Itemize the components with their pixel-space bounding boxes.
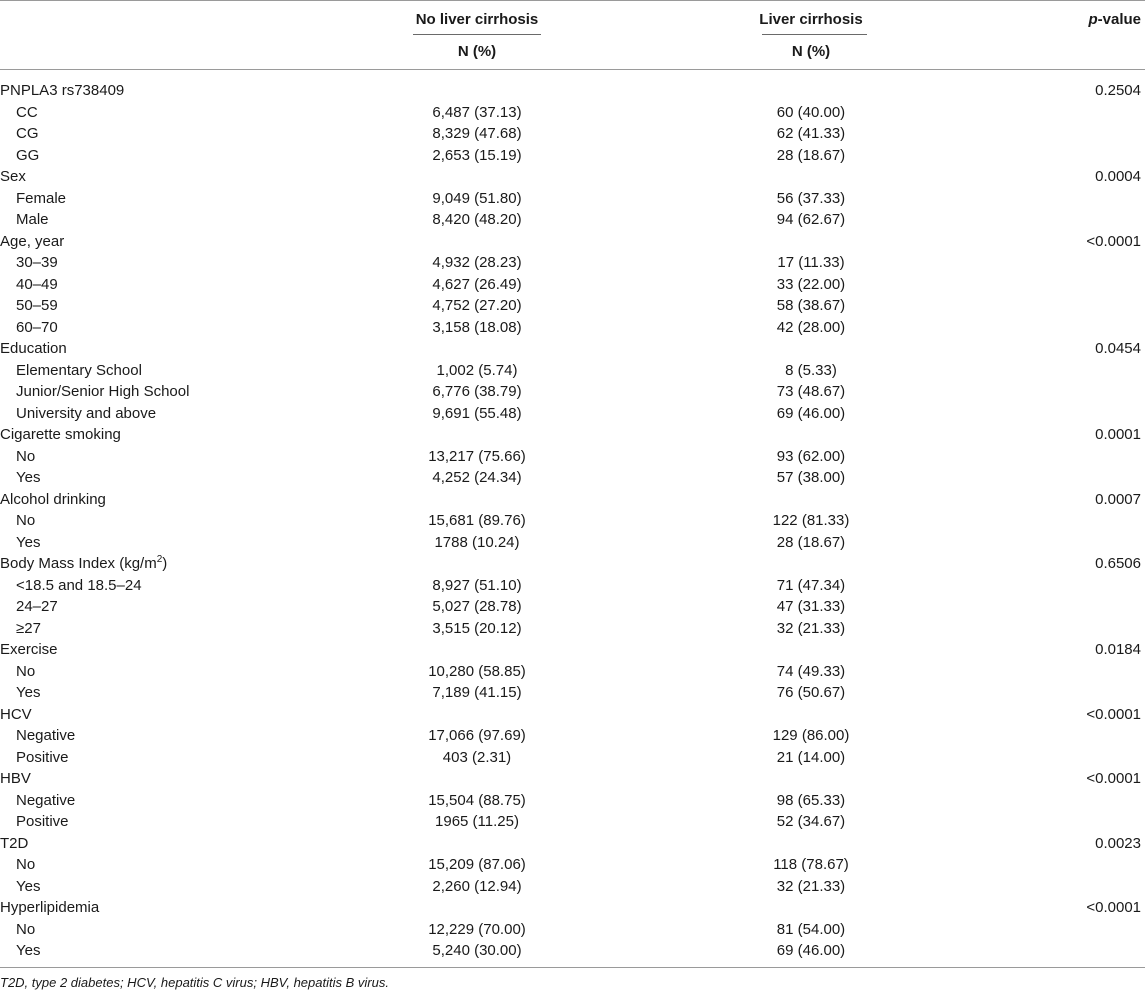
label-text: CC (16, 103, 38, 121)
category-label (16, 123, 39, 145)
label-text: No (16, 856, 36, 873)
table-row (0, 209, 1145, 231)
category-label (16, 209, 49, 231)
variable-row (0, 489, 1145, 511)
variable-row (0, 639, 1145, 661)
cell-cirrhosis: 52 (34.67) (776, 813, 846, 830)
table-row (0, 618, 1145, 640)
label-text: Positive (16, 748, 69, 766)
label-text: Junior/Senior High School (16, 383, 190, 400)
label-text: HBV (0, 770, 31, 787)
variable-label (0, 424, 121, 446)
header-no-liver-cirrhosis: No liver cirrhosis (415, 11, 539, 28)
cell-cirrhosis: 98 (65.33) (776, 791, 846, 809)
category-label (16, 940, 40, 962)
label-text: Yes (16, 942, 41, 959)
category-label (16, 274, 58, 296)
label-text: Female (16, 189, 67, 207)
cell-no-cirrhosis: 1788 (10.24) (434, 533, 520, 551)
cell-no-cirrhosis: 15,504 (88.75) (428, 791, 526, 809)
label-text: University and above (16, 404, 157, 422)
table-row (0, 682, 1145, 704)
table-row (0, 360, 1145, 382)
header-n-pct-cirrhosis: N (%) (791, 43, 831, 60)
variable-row (0, 424, 1145, 446)
cell-no-cirrhosis: 10,280 (58.85) (428, 662, 526, 680)
cell-cirrhosis: 94 (62.67) (776, 211, 846, 228)
cell-no-cirrhosis: 1965 (11.25) (435, 813, 519, 830)
table-row (0, 317, 1145, 339)
label-text: Hyperlipidemia (0, 899, 100, 916)
variable-label (0, 338, 67, 360)
cell-cirrhosis: 69 (46.00) (776, 942, 846, 959)
cell-no-cirrhosis: 2,260 (12.94) (432, 877, 522, 895)
label-text: 50–59 (16, 297, 58, 314)
table-row (0, 295, 1145, 317)
category-label (16, 747, 69, 769)
cell-no-cirrhosis: 9,049 (51.80) (432, 189, 522, 207)
label-text: Sex (0, 168, 26, 185)
table-row (0, 403, 1145, 425)
label-text: CG (16, 125, 39, 142)
label-text: No (16, 447, 36, 465)
variable-label (0, 231, 64, 253)
cell-cirrhosis: 56 (37.33) (776, 189, 846, 207)
category-label (16, 725, 75, 747)
label-text: No (16, 512, 36, 529)
table-row (0, 876, 1145, 898)
cell-no-cirrhosis: 4,252 (24.34) (432, 469, 522, 486)
variable-label (0, 768, 31, 790)
variable-label (0, 489, 106, 511)
table-row (0, 854, 1145, 876)
category-label (16, 467, 40, 489)
table-row (0, 102, 1145, 124)
label-text: Elementary School (16, 361, 142, 379)
label-text: ≥27 (16, 619, 41, 637)
cell-cirrhosis: 118 (78.67) (773, 856, 849, 873)
category-label (16, 381, 189, 403)
cell-cirrhosis: 71 (47.34) (776, 576, 846, 594)
table-footnote: T2D, type 2 diabetes; HCV, hepatitis C virus; HBV, hepatitis B virus. (0, 975, 389, 990)
table-row (0, 747, 1145, 769)
category-label (16, 188, 66, 210)
label-text: <18.5 and 18.5–24 (16, 576, 142, 594)
category-label (16, 919, 35, 941)
cell-p-value: <0.0001 (1086, 770, 1141, 787)
category-label (16, 575, 142, 597)
label-text: Yes (16, 684, 41, 701)
label-superscript: 2 (156, 554, 163, 565)
cell-no-cirrhosis: 9,691 (55.48) (432, 404, 522, 422)
header-liver-cirrhosis: Liver cirrhosis (759, 11, 863, 28)
table-row (0, 446, 1145, 468)
variable-row (0, 897, 1145, 919)
cell-cirrhosis: 47 (31.33) (776, 598, 846, 615)
table-row (0, 381, 1145, 403)
table-row (0, 532, 1145, 554)
cell-no-cirrhosis: 8,329 (47.68) (432, 125, 522, 142)
category-label (16, 876, 40, 898)
variable-row (0, 80, 1145, 102)
cell-no-cirrhosis: 4,932 (28.23) (432, 254, 522, 271)
label-text: 30–39 (16, 254, 58, 271)
label-text: Education (0, 340, 67, 357)
cell-no-cirrhosis: 3,515 (20.12) (432, 619, 522, 637)
label-text: T2D (0, 834, 29, 852)
table-row (0, 940, 1145, 962)
cell-cirrhosis: 81 (54.00) (776, 920, 846, 938)
cell-cirrhosis: 28 (18.67) (776, 146, 846, 164)
table-row (0, 575, 1145, 597)
category-label (16, 403, 156, 425)
header-p-value (1088, 11, 1141, 29)
category-label (16, 295, 58, 317)
table-row (0, 725, 1145, 747)
label-text: PNPLA3 rs738409 (0, 82, 125, 99)
cell-no-cirrhosis: 8,927 (51.10) (432, 576, 522, 594)
label-text: 60–70 (16, 318, 58, 336)
variable-label (0, 166, 26, 188)
label-text: Body Mass Index (kg/m (0, 555, 157, 572)
cell-p-value: <0.0001 (1086, 705, 1141, 723)
header-underline-no-cirrhosis (413, 34, 541, 35)
category-label (16, 446, 35, 468)
category-label (16, 854, 35, 876)
cell-no-cirrhosis: 12,229 (70.00) (428, 920, 526, 938)
cell-p-value: 0.2504 (1095, 82, 1141, 99)
table-row (0, 596, 1145, 618)
cell-no-cirrhosis: 17,066 (97.69) (428, 727, 526, 744)
cell-no-cirrhosis: 4,627 (26.49) (432, 275, 522, 293)
label-text: Age, year (0, 232, 65, 250)
variable-row (0, 231, 1145, 253)
cell-p-value: 0.0184 (1095, 641, 1141, 658)
cell-no-cirrhosis: 6,487 (37.13) (432, 103, 522, 121)
label-text: GG (16, 146, 40, 164)
cell-cirrhosis: 21 (14.00) (776, 748, 846, 766)
table-row (0, 790, 1145, 812)
variable-label (0, 833, 28, 855)
label-text-end: ) (162, 555, 168, 572)
cell-no-cirrhosis: 4,752 (27.20) (432, 297, 522, 314)
variable-row (0, 338, 1145, 360)
label-text: Negative (16, 727, 76, 744)
cell-cirrhosis: 129 (86.00) (772, 727, 850, 744)
category-label (16, 102, 38, 124)
variable-label (0, 639, 58, 661)
cell-cirrhosis: 58 (38.67) (776, 297, 846, 314)
cell-cirrhosis: 57 (38.00) (776, 469, 846, 486)
cell-cirrhosis: 33 (22.00) (776, 275, 846, 293)
category-label (16, 532, 40, 554)
label-text: 24–27 (16, 598, 58, 615)
table-row (0, 510, 1145, 532)
category-label (16, 811, 69, 833)
category-label (16, 682, 40, 704)
label-text: HCV (0, 705, 32, 723)
cell-cirrhosis: 76 (50.67) (776, 684, 846, 701)
label-text: Exercise (0, 641, 58, 658)
label-text: No (16, 920, 36, 938)
label-text: Male (16, 211, 49, 228)
label-text: Yes (16, 533, 41, 551)
cell-no-cirrhosis: 13,217 (75.66) (428, 447, 526, 465)
table-row (0, 188, 1145, 210)
label-text: Cigarette smoking (0, 426, 121, 443)
cell-cirrhosis: 62 (41.33) (776, 125, 846, 142)
cell-no-cirrhosis: 403 (2.31) (442, 748, 512, 766)
cell-cirrhosis: 60 (40.00) (776, 103, 846, 121)
cell-no-cirrhosis: 2,653 (15.19) (432, 146, 522, 164)
cell-cirrhosis: 42 (28.00) (776, 318, 846, 336)
category-label (16, 252, 58, 274)
table-row (0, 811, 1145, 833)
table-row (0, 467, 1145, 489)
table-top-rule (0, 0, 1145, 1)
cell-p-value: 0.0001 (1095, 426, 1141, 443)
category-label (16, 510, 35, 532)
cell-no-cirrhosis: 7,189 (41.15) (432, 684, 522, 701)
cell-p-value: 0.6506 (1095, 555, 1141, 572)
category-label (16, 618, 41, 640)
cell-no-cirrhosis: 15,209 (87.06) (428, 856, 526, 873)
variable-row (0, 704, 1145, 726)
cell-cirrhosis: 8 (5.33) (785, 361, 837, 379)
cell-no-cirrhosis: 3,158 (18.08) (432, 318, 522, 336)
cell-p-value: <0.0001 (1086, 232, 1141, 250)
table-row (0, 252, 1145, 274)
table-bottom-rule (0, 967, 1145, 968)
category-label (16, 596, 58, 618)
label-text: Alcohol drinking (0, 490, 106, 508)
cell-p-value: <0.0001 (1086, 899, 1141, 916)
label-text: Yes (16, 877, 41, 895)
cell-cirrhosis: 73 (48.67) (776, 383, 846, 400)
category-label (16, 145, 39, 167)
cell-cirrhosis: 93 (62.00) (776, 447, 846, 465)
label-text: Yes (16, 469, 41, 486)
header-n-pct-no-cirrhosis: N (%) (457, 43, 497, 60)
cell-no-cirrhosis: 5,240 (30.00) (432, 942, 522, 959)
header-p-rest: -value (1097, 11, 1141, 28)
variable-label (0, 80, 124, 102)
cell-p-value: 0.0007 (1095, 490, 1141, 508)
cell-cirrhosis: 74 (49.33) (776, 662, 846, 680)
table-body (0, 80, 1145, 962)
variable-label (0, 897, 99, 919)
cell-p-value: 0.0454 (1095, 340, 1141, 357)
variable-row (0, 553, 1145, 575)
cell-no-cirrhosis: 8,420 (48.20) (432, 211, 522, 228)
label-text: 40–49 (16, 275, 58, 293)
table-row (0, 919, 1145, 941)
cell-no-cirrhosis: 1,002 (5.74) (436, 361, 518, 379)
category-label (16, 360, 142, 382)
table-row (0, 274, 1145, 296)
label-text: Positive (16, 813, 69, 830)
cell-no-cirrhosis: 6,776 (38.79) (432, 383, 522, 400)
variable-label (0, 553, 167, 575)
header-p-italic: p (1088, 11, 1098, 28)
cell-cirrhosis: 28 (18.67) (776, 533, 846, 551)
cell-no-cirrhosis: 15,681 (89.76) (428, 512, 526, 529)
table-row (0, 661, 1145, 683)
table-row (0, 123, 1145, 145)
cell-cirrhosis: 32 (21.33) (776, 619, 846, 637)
cell-cirrhosis: 69 (46.00) (776, 404, 846, 422)
header-underline-cirrhosis (762, 34, 867, 35)
variable-label (0, 704, 32, 726)
cell-no-cirrhosis: 5,027 (28.78) (432, 598, 522, 615)
table-header-rule (0, 69, 1145, 70)
category-label (16, 661, 35, 683)
label-text: No (16, 662, 36, 680)
cell-p-value: 0.0004 (1095, 168, 1141, 185)
cell-cirrhosis: 17 (11.33) (777, 254, 845, 271)
variable-row (0, 166, 1145, 188)
cell-cirrhosis: 122 (81.33) (772, 512, 850, 529)
table-row (0, 145, 1145, 167)
cell-cirrhosis: 32 (21.33) (776, 877, 846, 895)
variable-row (0, 833, 1145, 855)
category-label (16, 317, 58, 339)
category-label (16, 790, 75, 812)
variable-row (0, 768, 1145, 790)
label-text: Negative (16, 791, 76, 809)
cell-p-value: 0.0023 (1095, 834, 1141, 852)
